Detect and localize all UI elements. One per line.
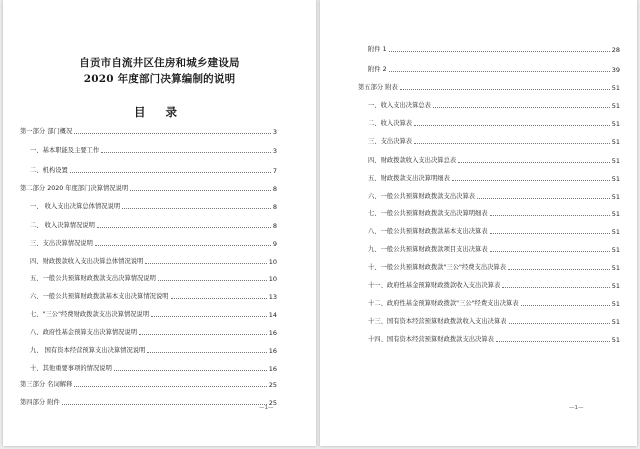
toc-entry [30,165,277,175]
toc-entry [368,191,620,201]
toc-entry-title: 三、支出决算情况说明 [30,240,93,247]
toc-entry [368,64,620,74]
toc-entry-title: 十一、政府性基金预算财政拨款收入支出决算表 [368,282,501,289]
toc-entry-title: 第一部分 部门概况 [20,128,73,135]
toc-entry-page-number: 51 [611,120,620,128]
document-page-right [320,0,637,446]
toc-entry [30,201,277,211]
toc-dot-leader [74,132,270,134]
toc-dot-leader [496,340,610,342]
toc-entry [368,298,620,308]
toc-dot-leader [147,351,266,353]
toc-entry-page-number: 3 [272,147,277,155]
toc-entry-page-number: 51 [611,228,620,236]
toc-entry [368,280,620,290]
toc-heading: 目 录 [133,105,185,119]
toc-entry-title: 二、机构设置 [30,167,68,174]
toc-dot-leader [171,297,267,299]
toc-entry-page-number: 16 [268,347,277,355]
toc-entry-title: 九、一般公共预算财政拨款项目支出决算表 [368,246,488,253]
toc-entry-title: 第四部分 附件 [20,399,60,406]
toc-entry [368,118,620,128]
toc-entry-title: 附件 2 [368,66,387,73]
toc-dot-leader [74,385,266,387]
toc-entry [30,273,277,283]
toc-entry-page-number: 51 [611,138,620,146]
toc-entry-page-number: 51 [611,193,620,201]
toc-dot-leader [130,189,271,191]
toc-entry-title: 四、财政拨款收入支出决算总表 [368,157,457,164]
toc-entry-page-number: 10 [268,258,277,266]
toc-entry-page-number: 25 [268,381,277,389]
toc-entry-page-number: 3 [272,128,277,136]
toc-entry [30,145,277,155]
toc-entry-page-number: 51 [611,210,620,218]
toc-entry-title: 八、政府性基金预算支出决算情况说明 [30,329,138,336]
toc-entry-page-number: 7 [272,167,277,175]
toc-entry-title: 六、一般公共预算财政拨款基本支出决算情况说明 [30,293,169,300]
toc-entry-page-number: 10 [268,275,277,283]
toc-entry [30,327,277,337]
toc-dot-leader [389,50,610,52]
toc-entry-title: 八、一般公共预算财政拨款基本支出决算表 [368,228,488,235]
toc-entry-title: 五、一般公共预算财政拨款支出决算情况说明 [30,275,156,282]
toc-entry-title: 第三部分 名词解释 [20,381,73,388]
toc-dot-leader [521,304,610,306]
toc-entry-title: 十、一般公共预算财政拨款"三公"经费支出决算表 [368,264,507,271]
toc-entry-page-number: 51 [611,264,620,272]
document-title-line1: 自贡市自流井区住房和城乡建设局 [79,57,240,69]
toc-entry [20,379,277,389]
toc-entry-page-number: 8 [272,185,277,193]
toc-entry-page-number: 51 [611,246,620,254]
toc-entry-title: 七、一般公共预算财政拨款支出决算明细表 [368,210,488,217]
toc-entry-title: 十、其他重要事项的情况说明 [30,365,112,372]
toc-dot-leader [97,226,271,228]
toc-entry [30,291,277,301]
toc-entry-title: 六、一般公共预算财政拨款支出决算表 [368,193,476,200]
toc-entry-title: 一、收入支出决算总表 [368,102,431,109]
toc-entry-title: 十二、政府性基金预算财政拨款"三公"经费支出决算表 [368,300,519,307]
toc-entry-page-number: 25 [268,399,277,407]
toc-dot-leader [502,286,609,288]
toc-entry-page-number: 8 [272,222,277,230]
document-title-line2: 2020 年度部门决算编制的说明 [83,73,236,85]
toc-entry [358,82,620,92]
toc-entry-page-number: 8 [272,203,277,211]
document-page-left [3,0,316,446]
toc-dot-leader [400,88,610,90]
toc-dot-leader [70,171,271,173]
toc-entry-page-number: 51 [611,300,620,308]
toc-dot-leader [389,70,610,72]
toc-entry-page-number: 14 [268,311,277,319]
toc-entry [20,397,277,407]
toc-entry-page-number: 9 [272,240,277,248]
page-number-footer: —1— [259,405,274,411]
toc-dot-leader [114,369,267,371]
toc-entry [368,334,620,344]
toc-entry-title: 五、财政拨款支出决算明细表 [368,175,450,182]
toc-dot-leader [414,142,610,144]
toc-dot-leader [139,333,267,335]
toc-entry [368,262,620,272]
toc-entry-title: 附件 1 [368,46,387,53]
toc-entry-title: 二、收入决算表 [368,120,413,127]
toc-dot-leader [508,268,610,270]
toc-entry-page-number: 51 [611,282,620,290]
toc-entry-page-number: 51 [611,102,620,110]
toc-entry [30,220,277,230]
toc-entry [20,183,277,193]
toc-entry-page-number: 51 [611,157,620,165]
toc-entry [368,208,620,218]
toc-entry-title: 九、 国有资本经营预算支出决算情况说明 [30,347,146,354]
toc-dot-leader [414,124,610,126]
toc-dot-leader [458,161,610,163]
toc-dot-leader [145,262,266,264]
toc-entry-title: 一、 收入支出决算总体情况说明 [30,203,121,210]
toc-entry-title: 四、财政拨款收入支出决算总体情况说明 [30,258,144,265]
toc-dot-leader [433,106,610,108]
toc-entry [30,345,277,355]
toc-dot-leader [122,207,271,209]
toc-entry-page-number: 51 [611,84,620,92]
toc-entry [368,173,620,183]
toc-entry [368,44,620,54]
toc-entry-page-number: 51 [611,175,620,183]
toc-entry-title: 三、支出决算表 [368,138,413,145]
page-number-footer: —1— [569,405,584,411]
toc-entry-title: 二、 收入决算情况说明 [30,222,95,229]
toc-entry-title: 第二部分 2020 年度部门决算情况说明 [20,185,129,192]
toc-entry [368,136,620,146]
toc-entry [30,256,277,266]
toc-dot-leader [62,403,267,405]
toc-entry [30,309,277,319]
toc-entry-page-number: 16 [268,365,277,373]
toc-entry-page-number: 13 [268,293,277,301]
toc-entry-page-number: 16 [268,329,277,337]
toc-entry [30,238,277,248]
toc-dot-leader [452,179,610,181]
toc-entry-title: 第五部分 附表 [358,84,398,91]
toc-dot-leader [490,250,610,252]
toc-entry [368,100,620,110]
toc-entry [368,244,620,254]
toc-entry [368,316,620,326]
toc-dot-leader [509,322,610,324]
toc-entry [20,126,277,136]
toc-dot-leader [490,214,610,216]
toc-dot-leader [95,244,271,246]
toc-entry-title: 十四、国有资本经营预算财政拨款支出决算表 [368,336,494,343]
toc-entry-title: 一、基本职能及主要工作 [30,147,100,154]
toc-entry [30,363,277,373]
toc-dot-leader [477,197,610,199]
toc-entry-page-number: 39 [611,66,620,74]
toc-entry-page-number: 28 [611,46,620,54]
toc-entry-page-number: 51 [611,318,620,326]
toc-dot-leader [151,315,267,317]
toc-dot-leader [101,151,271,153]
toc-entry-page-number: 51 [611,336,620,344]
toc-dot-leader [490,232,610,234]
toc-entry [368,155,620,165]
toc-dot-leader [158,279,267,281]
toc-entry-title: 十三、国有资本经营预算财政拨款收入支出决算表 [368,318,507,325]
toc-entry-title: 七、"三公"经费财政拨款支出决算情况说明 [30,311,150,318]
toc-entry [368,226,620,236]
